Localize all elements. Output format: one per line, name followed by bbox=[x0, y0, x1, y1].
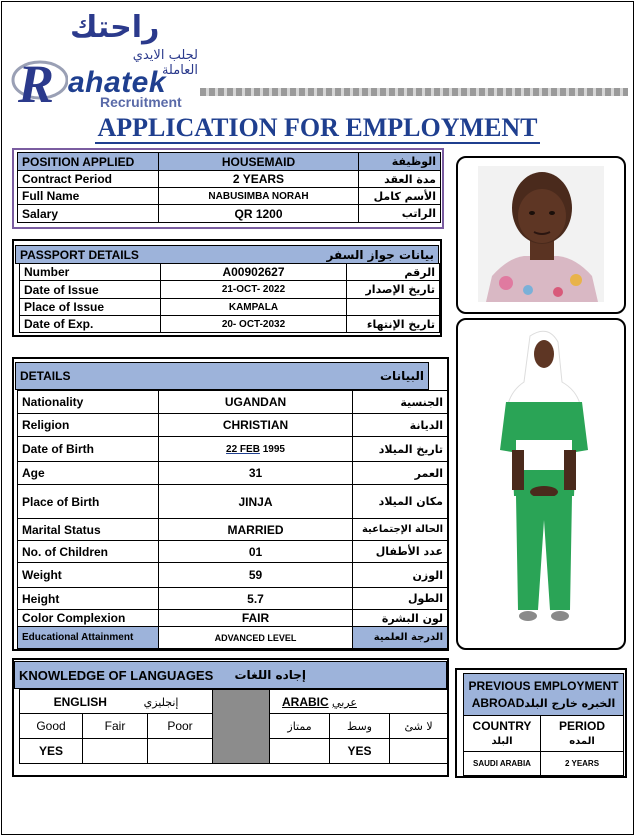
logo-arabic: راحتك bbox=[70, 10, 160, 45]
religion-ar: الديانة bbox=[353, 414, 448, 437]
marital-ar: الحالة الإجتماعية bbox=[353, 519, 448, 541]
english-label: ENGLISH bbox=[53, 694, 107, 709]
table-row bbox=[18, 563, 448, 588]
english-header bbox=[20, 690, 213, 714]
portrait-photo bbox=[458, 158, 624, 312]
english-good-value: YES bbox=[20, 739, 83, 764]
issue-date-ar: تاريخ الإصدار bbox=[347, 281, 440, 299]
country-column-header: COUNTRY البلد bbox=[464, 716, 541, 752]
position-table bbox=[17, 152, 441, 223]
birthplace-value: JINJA bbox=[159, 485, 353, 519]
salary-label-ar: الراتب bbox=[359, 205, 441, 223]
level-poor: Poor bbox=[148, 714, 213, 739]
table-row bbox=[464, 674, 624, 716]
period-column-header: PERIOD المده bbox=[541, 716, 624, 752]
height-ar: الطول bbox=[353, 588, 448, 610]
dob-year: 1995 bbox=[259, 443, 285, 455]
table-row bbox=[18, 437, 448, 462]
svg-text:R: R bbox=[18, 54, 55, 112]
issue-place-value: KAMPALA bbox=[161, 299, 347, 316]
issue-place-ar bbox=[347, 299, 440, 316]
logo-arabic-sub: لجلب الايدي العاملة bbox=[132, 48, 198, 78]
dob-ar: تاريخ الميلاد bbox=[353, 437, 448, 462]
arabic-label: ARABIC bbox=[282, 694, 329, 709]
position-label-ar: الوظيفة bbox=[359, 153, 441, 171]
level-good: Good bbox=[20, 714, 83, 739]
salary-value: QR 1200 bbox=[159, 205, 359, 223]
height-label: Height bbox=[18, 588, 159, 610]
table-row bbox=[20, 264, 440, 281]
contract-label-ar: مدة العقد bbox=[359, 171, 441, 188]
marital-value: MARRIED bbox=[159, 519, 353, 541]
table-row bbox=[20, 690, 448, 714]
position-value: HOUSEMAID bbox=[159, 153, 359, 171]
dob-label: Date of Birth bbox=[18, 437, 159, 462]
previous-period-value: 2 YEARS bbox=[541, 752, 624, 776]
arabic-excellent-value bbox=[270, 739, 330, 764]
table-row bbox=[18, 153, 441, 171]
previous-header-ar: الخبره خارج البلد bbox=[524, 696, 616, 710]
table-row bbox=[18, 485, 448, 519]
portrait-photo-frame bbox=[456, 156, 626, 314]
children-ar: عدد الأطفال bbox=[353, 541, 448, 563]
marital-label: Marital Status bbox=[18, 519, 159, 541]
passport-table bbox=[19, 263, 440, 333]
table-row bbox=[18, 414, 448, 437]
birthplace-ar: مكان الميلاد bbox=[353, 485, 448, 519]
table-row bbox=[18, 519, 448, 541]
religion-label: Religion bbox=[18, 414, 159, 437]
table-row bbox=[18, 462, 448, 485]
fullname-value: NABUSIMBA NORAH bbox=[159, 188, 359, 205]
nationality-ar: الجنسية bbox=[353, 391, 448, 414]
table-row bbox=[18, 541, 448, 563]
issue-date-label: Date of Issue bbox=[20, 281, 161, 299]
table-row bbox=[18, 610, 448, 627]
level-average-ar: وسط bbox=[330, 714, 390, 739]
nationality-value: UGANDAN bbox=[159, 391, 353, 414]
languages-header bbox=[14, 661, 447, 689]
fullname-label-ar: الأسم كامل bbox=[359, 188, 441, 205]
religion-value: CHRISTIAN bbox=[159, 414, 353, 437]
complexion-label: Color Complexion bbox=[18, 610, 159, 627]
contract-label: Contract Period bbox=[18, 171, 159, 188]
table-row bbox=[18, 205, 441, 223]
previous-employment-table bbox=[463, 673, 624, 776]
details-header-ar: البيانات bbox=[222, 363, 429, 390]
logo-english: ahatek bbox=[68, 66, 167, 99]
table-row bbox=[18, 627, 448, 649]
passport-header-label: PASSPORT DETAILS bbox=[16, 246, 228, 264]
table-row bbox=[18, 391, 448, 414]
position-label: POSITION APPLIED bbox=[18, 153, 159, 171]
languages-header-label: KNOWLEDGE OF LANGUAGES bbox=[15, 662, 231, 689]
english-label-ar: إنجليزي bbox=[143, 695, 179, 709]
age-label: Age bbox=[18, 462, 159, 485]
salary-label: Salary bbox=[18, 205, 159, 223]
details-table bbox=[17, 390, 448, 649]
weight-ar: الوزن bbox=[353, 563, 448, 588]
complexion-value: FAIR bbox=[159, 610, 353, 627]
previous-header bbox=[464, 674, 624, 716]
issue-place-label: Place of Issue bbox=[20, 299, 161, 316]
logo-recruitment: Recruitment bbox=[100, 94, 182, 110]
children-value: 01 bbox=[159, 541, 353, 563]
contract-value: 2 YEARS bbox=[159, 171, 359, 188]
level-excellent-ar: ممتاز bbox=[270, 714, 330, 739]
age-ar: العمر bbox=[353, 462, 448, 485]
dob-day-month: 22 FEB bbox=[226, 443, 260, 455]
table-row bbox=[20, 281, 440, 299]
expiry-date-label: Date of Exp. bbox=[20, 316, 161, 333]
language-divider bbox=[213, 690, 270, 764]
level-fair: Fair bbox=[83, 714, 148, 739]
passport-number-value: A00902627 bbox=[161, 264, 347, 281]
passport-header bbox=[15, 245, 439, 264]
weight-label: Weight bbox=[18, 563, 159, 588]
full-body-photo-frame bbox=[456, 318, 626, 650]
full-body-photo bbox=[458, 320, 624, 648]
details-header-label: DETAILS bbox=[16, 363, 223, 390]
nationality-label: Nationality bbox=[18, 391, 159, 414]
expiry-date-value: 20- OCT-2032 bbox=[161, 316, 347, 333]
table-row bbox=[464, 752, 624, 776]
passport-header-ar: بيانات جواز السفر bbox=[227, 246, 439, 264]
table-row bbox=[18, 188, 441, 205]
previous-country-value: SAUDI ARABIA bbox=[464, 752, 541, 776]
english-fair-value bbox=[83, 739, 148, 764]
passport-number-ar: الرقم bbox=[347, 264, 440, 281]
children-label: No. of Children bbox=[18, 541, 159, 563]
expiry-date-ar: تاريخ الإنتهاء bbox=[347, 316, 440, 333]
previous-header-abroad: ABROAD bbox=[471, 695, 525, 710]
company-logo bbox=[8, 8, 198, 112]
dob-value bbox=[159, 437, 353, 462]
header-stripe bbox=[200, 88, 628, 96]
arabic-none-value bbox=[390, 739, 448, 764]
passport-number-label: Number bbox=[20, 264, 161, 281]
logo-r-mark-icon bbox=[10, 48, 68, 112]
education-label: Educational Attainment bbox=[18, 627, 159, 649]
fullname-label: Full Name bbox=[18, 188, 159, 205]
birthplace-label: Place of Birth bbox=[18, 485, 159, 519]
education-ar: الدرجة العلمية bbox=[353, 627, 448, 649]
arabic-header bbox=[270, 690, 448, 714]
page-title: APPLICATION FOR EMPLOYMENT bbox=[97, 113, 538, 142]
weight-value: 59 bbox=[159, 563, 353, 588]
issue-date-value: 21-OCT- 2022 bbox=[161, 281, 347, 299]
english-poor-value bbox=[148, 739, 213, 764]
table-row bbox=[20, 316, 440, 333]
previous-header-label: PREVIOUS EMPLOYMENT bbox=[468, 678, 619, 693]
height-value: 5.7 bbox=[159, 588, 353, 610]
arabic-average-value: YES bbox=[330, 739, 390, 764]
table-row bbox=[464, 716, 624, 752]
age-value: 31 bbox=[159, 462, 353, 485]
languages-table bbox=[19, 689, 448, 764]
table-row bbox=[20, 299, 440, 316]
level-none-ar: لا شئ bbox=[390, 714, 448, 739]
details-header bbox=[15, 362, 429, 390]
arabic-label-ar: عربي bbox=[332, 695, 357, 709]
languages-header-ar: إجاده اللغات bbox=[231, 662, 447, 689]
table-row bbox=[18, 588, 448, 610]
complexion-ar: لون البشرة bbox=[353, 610, 448, 627]
table-row bbox=[18, 171, 441, 188]
education-value: ADVANCED LEVEL bbox=[159, 627, 353, 649]
